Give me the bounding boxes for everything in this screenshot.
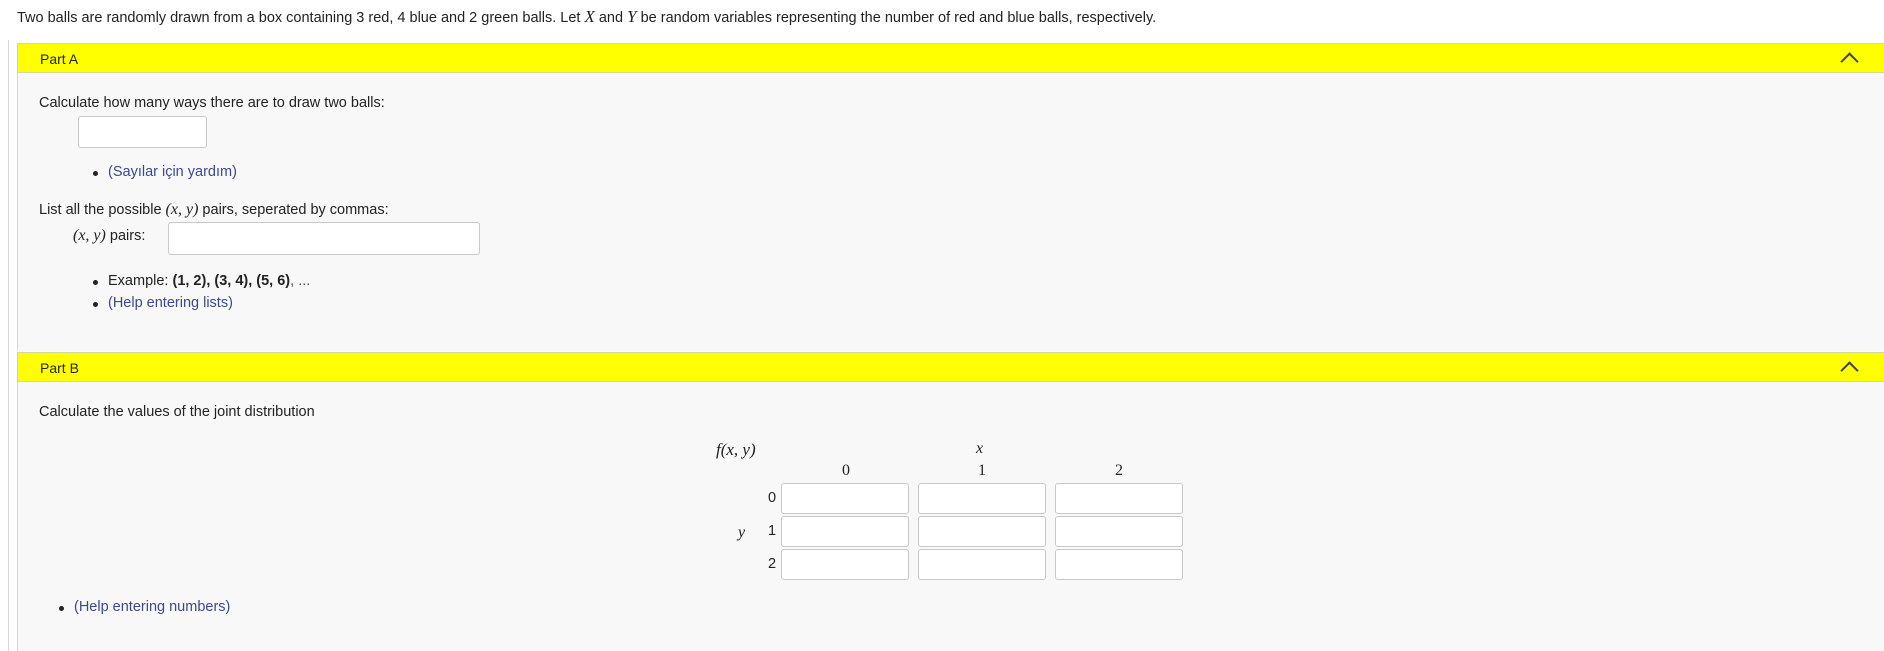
row-header-2: 2 — [768, 556, 777, 572]
part-a-question-1: Calculate how many ways there are to draw two balls: — [39, 95, 385, 111]
example-value: (1, 2), (3, 4), (5, 6) — [172, 273, 291, 289]
cell-input-y1-x1[interactable] — [918, 516, 1046, 547]
cell-input-y0-x2[interactable] — [1055, 483, 1183, 514]
problem-statement — [17, 7, 1156, 27]
pairs-label — [73, 227, 145, 245]
example-hint — [108, 273, 310, 289]
left-border — [8, 40, 9, 651]
cell-input-y2-x2[interactable] — [1055, 549, 1183, 580]
help-numbers-link[interactable]: (Help entering numbers) — [74, 599, 231, 615]
cell-input-y2-x0[interactable] — [781, 549, 909, 580]
var-x: X — [584, 7, 595, 26]
cell-input-y0-x1[interactable] — [918, 483, 1046, 514]
var-y: Y — [627, 7, 637, 26]
example-tail: , ... — [290, 273, 311, 289]
intro-text-1: Two balls are randomly drawn from a box containing 3 red, 4 blue and 2 green balls. Let — [17, 10, 585, 26]
pairs-input[interactable] — [168, 222, 480, 255]
table-fxy-label: f(x, y) — [716, 440, 756, 459]
cell-input-y0-x0[interactable] — [781, 483, 909, 514]
chevron-up-icon[interactable] — [1840, 361, 1858, 379]
help-numbers-link-tr[interactable]: (Sayılar için yardım) — [108, 164, 237, 180]
col-header-0: 0 — [842, 462, 850, 479]
cell-input-y1-x0[interactable] — [781, 516, 909, 547]
help-lists-link[interactable]: (Help entering lists) — [108, 295, 233, 311]
q2-text-pre: List all the possible — [39, 202, 166, 218]
part-a-header[interactable] — [17, 43, 1884, 73]
row-header-0: 0 — [768, 490, 777, 506]
example-label: Example: — [108, 273, 173, 289]
part-a-question-2 — [39, 201, 389, 219]
col-header-1: 1 — [978, 462, 986, 479]
intro-text-2: and — [594, 10, 628, 26]
pairs-math-xy: (x, y) — [73, 227, 106, 244]
part-b-prompt: Calculate the values of the joint distribution — [39, 404, 315, 420]
q2-math-xy: (x, y) — [165, 201, 199, 218]
cell-input-y1-x2[interactable] — [1055, 516, 1183, 547]
ways-count-input[interactable] — [78, 116, 207, 148]
col-header-2: 2 — [1115, 462, 1123, 479]
row-header-1: 1 — [768, 523, 777, 539]
table-y-label: y — [738, 524, 746, 541]
part-a-title: Part A — [40, 51, 79, 67]
chevron-up-icon[interactable] — [1840, 52, 1858, 70]
pairs-label-text: pairs: — [105, 228, 146, 244]
intro-text-3: be random variables representing the number of red and blue balls, respectively. — [636, 10, 1157, 26]
part-b-title: Part B — [40, 360, 79, 376]
table-x-label: x — [976, 440, 984, 457]
part-b-header[interactable] — [17, 352, 1884, 382]
q2-text-post: pairs, seperated by commas: — [198, 202, 389, 218]
cell-input-y2-x1[interactable] — [918, 549, 1046, 580]
